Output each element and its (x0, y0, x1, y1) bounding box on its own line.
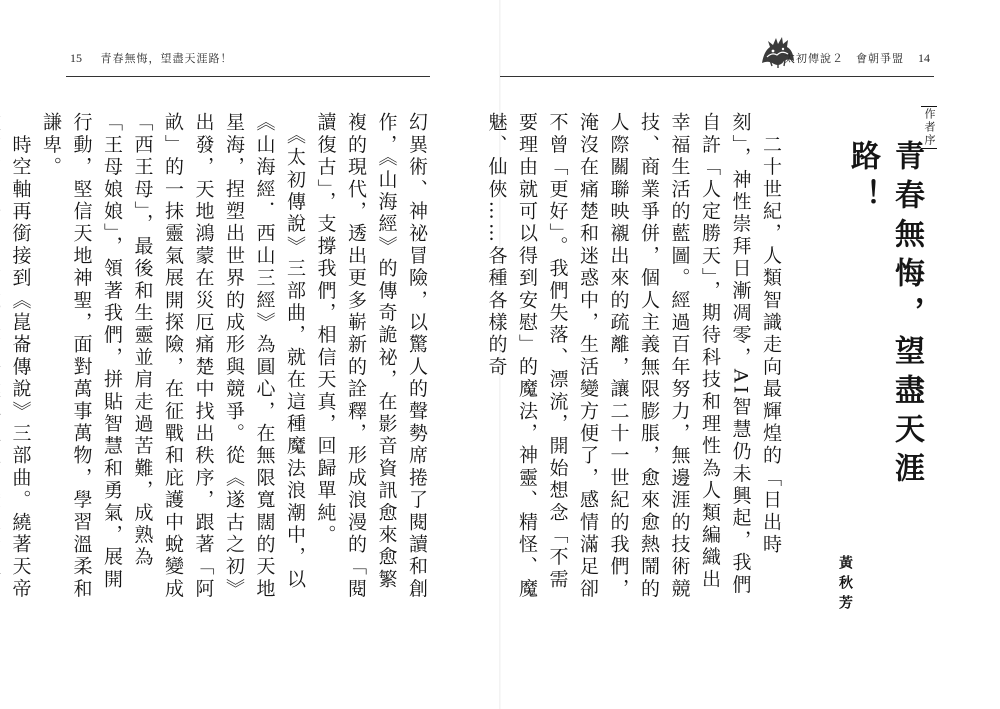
header-rule-left (66, 76, 430, 77)
author-name: 黃秋芳 (837, 555, 853, 615)
running-head-left (70, 50, 233, 66)
header-rule-right (500, 76, 934, 77)
running-head-right (784, 50, 930, 66)
body-text-left: 幻異術、神祕冒險，以驚人的聲勢席捲了閱讀和創作，《山海經》的傳奇詭祕，在影音資訊愈來愈繁複的現代，透出更多嶄新的詮釋，形成浪漫的「閱讀復古」，支撐我們，相信天真，回歸單純。 《太初傳說》三部曲，就在這種魔法浪潮中，以《山海經．西山三經》為圓心，在無限寬闊的天地星海，捏塑出世界的成形與競爭。從《遂古之初》出發，天地鴻蒙在災厄痛楚中找出秩序，跟著「阿畝」的一抹靈氣展開探險，在征戰和庇護中蛻變成「西王母」，最後和生靈並肩走過苦難，成熟為「王母娘娘」，領著我們，拼貼智慧和勇氣，展開行動，堅信天地神聖，面對萬事萬物，學習溫柔和謙卑。 時空軸再銜接到《崑崙傳說》三部曲。繞著天帝 (9, 112, 428, 601)
body-text-right: 二十世紀，人類智識走向最輝煌的「日出時刻」，神性崇拜日漸凋零，AI智慧仍未興起，我們自許「人定勝天」，期待科技和理性為人類編織出幸福生活的藍圖。經過百年努力，無邊涯的技術競技、商業爭併，個人主義無限膨脹，愈來愈熱鬧的人際關聯映襯出來的疏離，讓二十一世紀的我們，淹沒在痛楚和迷惑中，生活變方便了，感情滿足卻不曾「更好」。我們失落、漂流，開始想念「不需要理由就可以得到安慰」的魔法，神靈、精怪、魔魅、仙俠……各種各樣的奇 (485, 112, 782, 601)
running-title-right: 太初傳說２ 會朝爭盟 (784, 52, 904, 65)
right-page (485, 0, 1000, 709)
page-number-left: 15 (70, 51, 82, 65)
page-number-right: 14 (918, 50, 930, 65)
running-title-left: 青春無悔，望盡天涯路！ (100, 52, 233, 65)
section-tag: 作者序 (923, 108, 936, 147)
chapter-heading: 青春無悔，望盡天涯路！ (845, 140, 924, 491)
